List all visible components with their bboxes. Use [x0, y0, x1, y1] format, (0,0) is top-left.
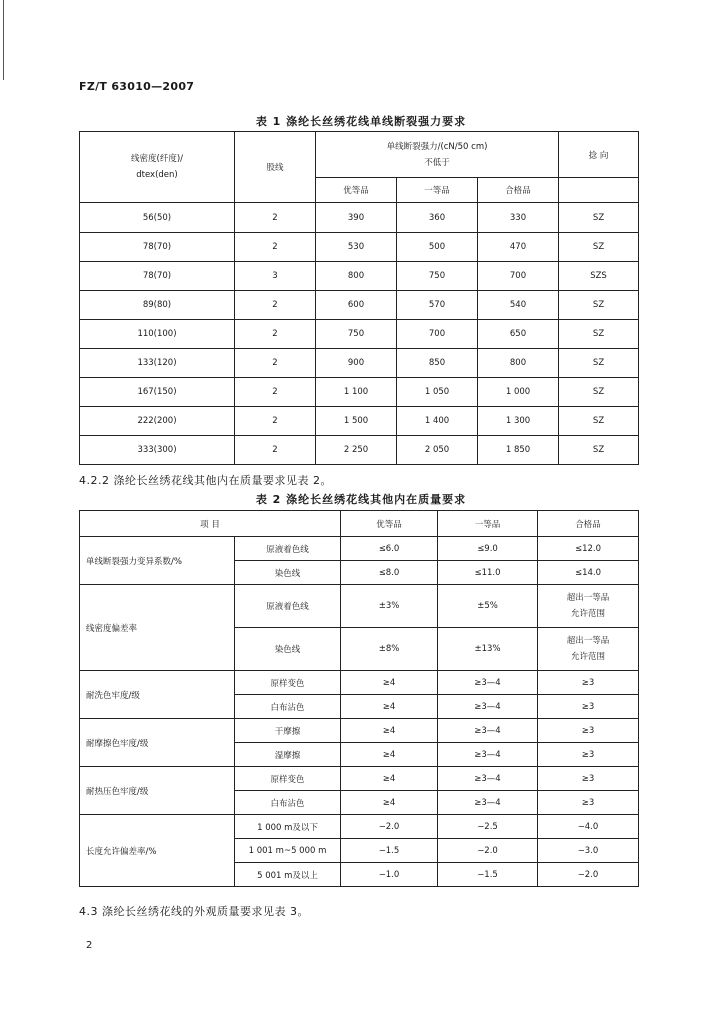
t2-cell-sub: 1 001 m~5 000 m [235, 839, 341, 863]
t2-cell-first: ≥3—4 [438, 767, 538, 791]
t2-cell-qualified: ≥3 [538, 719, 639, 743]
table-row [80, 436, 639, 465]
t2-cell-first: ≥3—4 [438, 671, 538, 695]
clause-4-2-2: 4.2.2 涤纶长丝绣花线其他内在质量要求见表 2。 [79, 474, 332, 487]
t2-cell-qualified: ≤12.0 [538, 537, 639, 561]
t2-cell-qualified: 超出一等品 允许范围 [538, 628, 639, 671]
table1-body [80, 203, 639, 465]
strength-header: 单线断裂强力/(cN/50 cm) 不低于 [316, 132, 559, 178]
t1-cell-ply: 2 [235, 233, 316, 262]
t1-cell-first: 850 [397, 349, 478, 378]
t2-cell-first: ≥3—4 [438, 743, 538, 767]
t1-cell-superior: 750 [316, 320, 397, 349]
t2-cell-superior: ±8% [341, 628, 438, 671]
table2-caption: 表 2 涤纶长丝绣花线其他内在质量要求 [255, 493, 467, 506]
ply-header: 股线 [235, 132, 316, 203]
t2-cell-sub: 染色线 [235, 561, 341, 585]
table-row [80, 407, 639, 436]
t2-cell-qualified: −3.0 [538, 839, 639, 863]
t2-group-label: 线密度偏差率 [80, 585, 235, 671]
t2-group-label: 单线断裂强力变异系数/% [80, 537, 235, 585]
t1-cell-first: 1 400 [397, 407, 478, 436]
twist-header: 捻 向 [559, 132, 639, 178]
t1-cell-twist: SZ [559, 349, 639, 378]
t1-cell-qualified: 700 [478, 262, 559, 291]
t2-group-label: 长度允许偏差率/% [80, 815, 235, 887]
t1-cell-ply: 2 [235, 436, 316, 465]
t1-cell-twist: SZ [559, 203, 639, 233]
t1-cell-first: 700 [397, 320, 478, 349]
t2-cell-qualified: ≥3 [538, 695, 639, 719]
t2-cell-first: ≤9.0 [438, 537, 538, 561]
density-header: 线密度(纤度)/ dtex(den) [80, 132, 235, 203]
t2-cell-superior: ≥4 [341, 671, 438, 695]
table-row [80, 291, 639, 320]
t1-cell-density: 89(80) [80, 291, 235, 320]
t2-cell-qualified: ≥3 [538, 671, 639, 695]
t2-cell-superior: ≤6.0 [341, 537, 438, 561]
t2-group-label: 耐摩擦色牢度/级 [80, 719, 235, 767]
t1-cell-ply: 2 [235, 291, 316, 320]
t2-cell-sub: 湿摩擦 [235, 743, 341, 767]
table-row [80, 815, 639, 839]
table-row [80, 671, 639, 695]
t1-cell-twist: SZ [559, 233, 639, 262]
t2-cell-qualified: −2.0 [538, 863, 639, 887]
t2-cell-sub: 原样变色 [235, 767, 341, 791]
t1-cell-qualified: 800 [478, 349, 559, 378]
t2-cell-superior: ≤8.0 [341, 561, 438, 585]
t2-cell-sub: 白布沾色 [235, 791, 341, 815]
table-row [80, 349, 639, 378]
page-number: 2 [86, 940, 93, 951]
t1-cell-first: 2 050 [397, 436, 478, 465]
t1-cell-superior: 1 100 [316, 378, 397, 407]
table2-other-quality [79, 510, 639, 887]
grade-first-header: 一等品 [397, 178, 478, 203]
t1-cell-density: 167(150) [80, 378, 235, 407]
t2-cell-superior: ≥4 [341, 791, 438, 815]
t1-cell-ply: 2 [235, 203, 316, 233]
t2-cell-sub: 白布沾色 [235, 695, 341, 719]
t2-cell-qualified: ≥3 [538, 743, 639, 767]
table-row [80, 378, 639, 407]
t2-cell-sub: 干摩擦 [235, 719, 341, 743]
t2-cell-first: ≥3—4 [438, 791, 538, 815]
t2-cell-qualified: ≥3 [538, 767, 639, 791]
t1-cell-twist: SZ [559, 407, 639, 436]
t1-cell-twist: SZ [559, 291, 639, 320]
t2-cell-qualified: ≥3 [538, 791, 639, 815]
t2-cell-superior: ±3% [341, 585, 438, 628]
t1-cell-qualified: 470 [478, 233, 559, 262]
t2-cell-sub: 5 001 m及以上 [235, 863, 341, 887]
t1-cell-first: 360 [397, 203, 478, 233]
t1-cell-first: 750 [397, 262, 478, 291]
t1-cell-superior: 600 [316, 291, 397, 320]
t2-cell-sub: 1 000 m及以下 [235, 815, 341, 839]
t1-cell-density: 110(100) [80, 320, 235, 349]
t1-cell-ply: 2 [235, 407, 316, 436]
t1-cell-density: 78(70) [80, 262, 235, 291]
table-row [80, 537, 639, 561]
t1-cell-qualified: 650 [478, 320, 559, 349]
t1-cell-twist: SZ [559, 320, 639, 349]
t2-cell-qualified: ≤14.0 [538, 561, 639, 585]
table-row [80, 320, 639, 349]
superior-header: 优等品 [341, 511, 438, 537]
t1-cell-twist: SZS [559, 262, 639, 291]
t2-cell-superior: −2.0 [341, 815, 438, 839]
t1-cell-density: 222(200) [80, 407, 235, 436]
t2-cell-first: −1.5 [438, 863, 538, 887]
table2-body [80, 537, 639, 887]
t1-cell-first: 500 [397, 233, 478, 262]
qualified-header: 合格品 [538, 511, 639, 537]
table1-caption: 表 1 涤纶长丝绣花线单线断裂强力要求 [255, 115, 467, 128]
t1-cell-ply: 2 [235, 378, 316, 407]
t2-cell-sub: 原液着色线 [235, 537, 341, 561]
t1-cell-ply: 2 [235, 349, 316, 378]
t2-cell-first: −2.0 [438, 839, 538, 863]
t1-cell-qualified: 1 000 [478, 378, 559, 407]
t2-cell-superior: ≥4 [341, 719, 438, 743]
t2-cell-first: ≤11.0 [438, 561, 538, 585]
t1-cell-qualified: 1 850 [478, 436, 559, 465]
t1-cell-qualified: 540 [478, 291, 559, 320]
t2-cell-first: ±5% [438, 585, 538, 628]
t2-cell-first: ≥3—4 [438, 719, 538, 743]
t1-cell-superior: 1 500 [316, 407, 397, 436]
t2-cell-sub: 原样变色 [235, 671, 341, 695]
t2-cell-superior: ≥4 [341, 767, 438, 791]
table-row [80, 719, 639, 743]
first-header: 一等品 [438, 511, 538, 537]
t1-cell-ply: 3 [235, 262, 316, 291]
grade-superior-header: 优等品 [316, 178, 397, 203]
t1-cell-superior: 800 [316, 262, 397, 291]
t1-cell-density: 78(70) [80, 233, 235, 262]
t1-cell-twist: SZ [559, 436, 639, 465]
t2-cell-sub: 染色线 [235, 628, 341, 671]
twist-header-blank [559, 178, 639, 203]
t1-cell-first: 570 [397, 291, 478, 320]
item-header: 项 目 [80, 511, 341, 537]
table-row [80, 262, 639, 291]
t1-cell-twist: SZ [559, 378, 639, 407]
t2-cell-qualified: 超出一等品 允许范围 [538, 585, 639, 628]
table-row [80, 203, 639, 233]
t2-cell-superior: ≥4 [341, 695, 438, 719]
t2-group-label: 耐洗色牢度/级 [80, 671, 235, 719]
t2-cell-qualified: −4.0 [538, 815, 639, 839]
t1-cell-ply: 2 [235, 320, 316, 349]
table-row [80, 585, 639, 628]
t2-cell-first: ±13% [438, 628, 538, 671]
grade-qualified-header: 合格品 [478, 178, 559, 203]
t2-cell-sub: 原液着色线 [235, 585, 341, 628]
t1-cell-superior: 530 [316, 233, 397, 262]
t1-cell-first: 1 050 [397, 378, 478, 407]
table1-breaking-strength [79, 131, 639, 465]
t2-cell-superior: −1.5 [341, 839, 438, 863]
scan-edge-mark [3, 0, 4, 80]
t1-cell-superior: 390 [316, 203, 397, 233]
t1-cell-density: 133(120) [80, 349, 235, 378]
t2-cell-first: ≥3—4 [438, 695, 538, 719]
clause-4-3: 4.3 涤纶长丝绣花线的外观质量要求见表 3。 [79, 905, 309, 918]
t2-cell-first: −2.5 [438, 815, 538, 839]
table-row [80, 233, 639, 262]
t1-cell-superior: 900 [316, 349, 397, 378]
t1-cell-density: 56(50) [80, 203, 235, 233]
t2-group-label: 耐热压色牢度/级 [80, 767, 235, 815]
table-row [80, 767, 639, 791]
t2-cell-superior: −1.0 [341, 863, 438, 887]
t1-cell-superior: 2 250 [316, 436, 397, 465]
t1-cell-qualified: 330 [478, 203, 559, 233]
t1-cell-qualified: 1 300 [478, 407, 559, 436]
standard-number: FZ/T 63010—2007 [79, 80, 195, 93]
t1-cell-density: 333(300) [80, 436, 235, 465]
t2-cell-superior: ≥4 [341, 743, 438, 767]
